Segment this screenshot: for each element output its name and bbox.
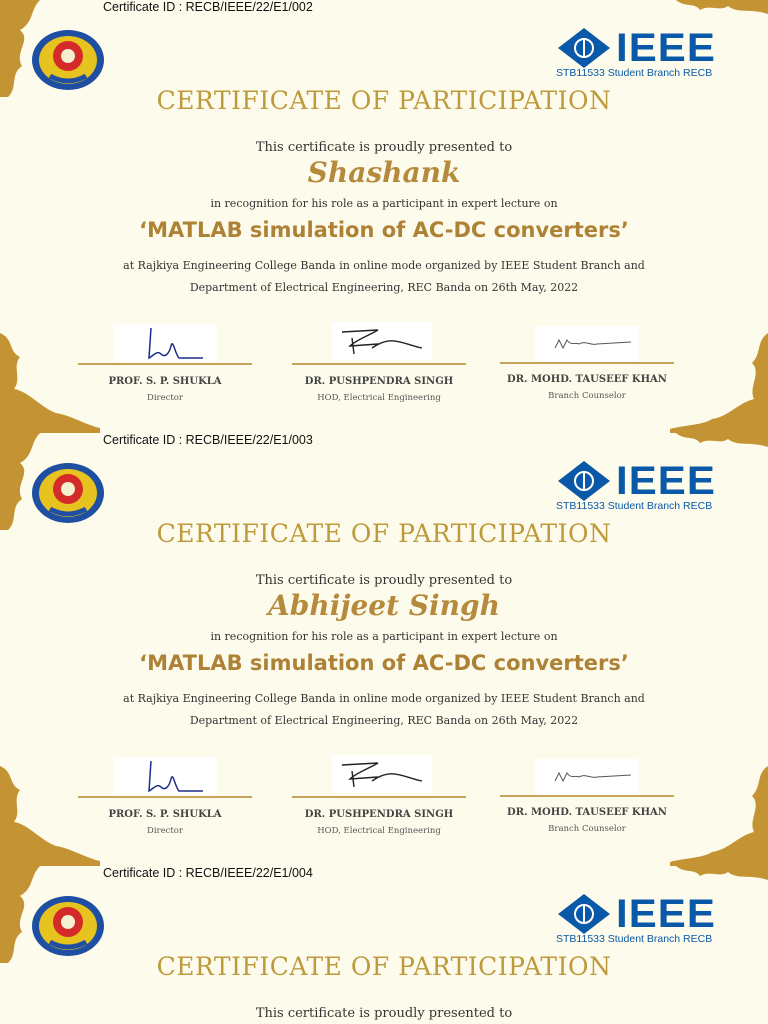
signatory-name: DR. MOHD. TAUSEEF KHAN — [507, 807, 667, 818]
recognition-text: in recognition for his role as a participant in expert lecture on — [210, 197, 558, 210]
ieee-wordmark: IEEE — [616, 459, 716, 503]
signatory-role: HOD, Electrical Engineering — [317, 826, 441, 836]
signatory-role: Branch Counselor — [548, 391, 626, 401]
ieee-diamond-icon — [558, 894, 610, 934]
ieee-diamond-icon — [558, 28, 610, 68]
ieee-logo — [556, 892, 732, 948]
signature-image — [535, 759, 639, 797]
certificate-title: CERTIFICATE OF PARTICIPATION — [156, 952, 612, 981]
certificate-title: CERTIFICATE OF PARTICIPATION — [156, 519, 612, 548]
lecture-title: ‘MATLAB simulation of AC-DC converters’ — [139, 218, 629, 242]
signature-image — [332, 322, 432, 360]
recipient-name: Abhijeet Singh — [268, 589, 500, 622]
certificate-id: Certificate ID : RECB/IEEE/22/E1/003 — [103, 433, 313, 447]
signatory-name: PROF. S. P. SHUKLA — [108, 809, 222, 820]
signature-line — [292, 796, 466, 798]
presented-to: This certificate is proudly presented to — [255, 1006, 513, 1021]
certificate-2 — [0, 433, 768, 866]
certificate-title: CERTIFICATE OF PARTICIPATION — [156, 86, 612, 115]
ieee-branch-label: STB11533 Student Branch RECB — [556, 67, 713, 79]
signature-image — [113, 324, 217, 362]
ieee-wordmark: IEEE — [616, 26, 716, 70]
certificate-3 — [0, 866, 768, 1024]
ieee-logo — [556, 459, 732, 515]
certificate-1 — [0, 0, 768, 433]
lecture-title: ‘MATLAB simulation of AC-DC converters’ — [139, 651, 629, 675]
ieee-diamond-icon — [558, 461, 610, 501]
signatory-name: DR. PUSHPENDRA SINGH — [304, 809, 454, 820]
signatory-name: PROF. S. P. SHUKLA — [108, 376, 222, 387]
rec-banda-emblem — [30, 28, 106, 94]
signature-line — [500, 795, 674, 797]
signatory-name: DR. PUSHPENDRA SINGH — [304, 376, 454, 387]
signatory-name: DR. MOHD. TAUSEEF KHAN — [507, 374, 667, 385]
signatory-role: Director — [147, 393, 183, 403]
presented-to: This certificate is proudly presented to — [255, 140, 513, 155]
signature-image — [535, 326, 639, 364]
signature-image — [332, 755, 432, 793]
ieee-wordmark: IEEE — [616, 892, 716, 936]
presented-to: This certificate is proudly presented to — [255, 573, 513, 588]
event-details-line-1: at Rajkiya Engineering College Banda in online mode organized by IEEE Student Branch and — [123, 692, 645, 705]
signatory-role: Branch Counselor — [548, 824, 626, 834]
signature-line — [292, 363, 466, 365]
recipient-name: Shashank — [307, 156, 461, 189]
signature-line — [500, 362, 674, 364]
recognition-text: in recognition for his role as a participant in expert lecture on — [210, 630, 558, 643]
event-details-line-2: Department of Electrical Engineering, REC Banda on 26th May, 2022 — [189, 714, 579, 727]
signature-line — [78, 796, 252, 798]
signature-image — [113, 757, 217, 795]
certificate-id: Certificate ID : RECB/IEEE/22/E1/004 — [103, 866, 313, 880]
signatory-role: HOD, Electrical Engineering — [317, 393, 441, 403]
certificate-id: Certificate ID : RECB/IEEE/22/E1/002 — [103, 0, 313, 14]
ieee-branch-label: STB11533 Student Branch RECB — [556, 500, 713, 512]
rec-banda-emblem — [30, 461, 106, 527]
event-details-line-1: at Rajkiya Engineering College Banda in online mode organized by IEEE Student Branch and — [123, 259, 645, 272]
signature-line — [78, 363, 252, 365]
ieee-branch-label: STB11533 Student Branch RECB — [556, 933, 713, 945]
rec-banda-emblem — [30, 894, 106, 960]
signatory-role: Director — [147, 826, 183, 836]
event-details-line-2: Department of Electrical Engineering, REC Banda on 26th May, 2022 — [189, 281, 579, 294]
ieee-logo — [556, 26, 732, 82]
